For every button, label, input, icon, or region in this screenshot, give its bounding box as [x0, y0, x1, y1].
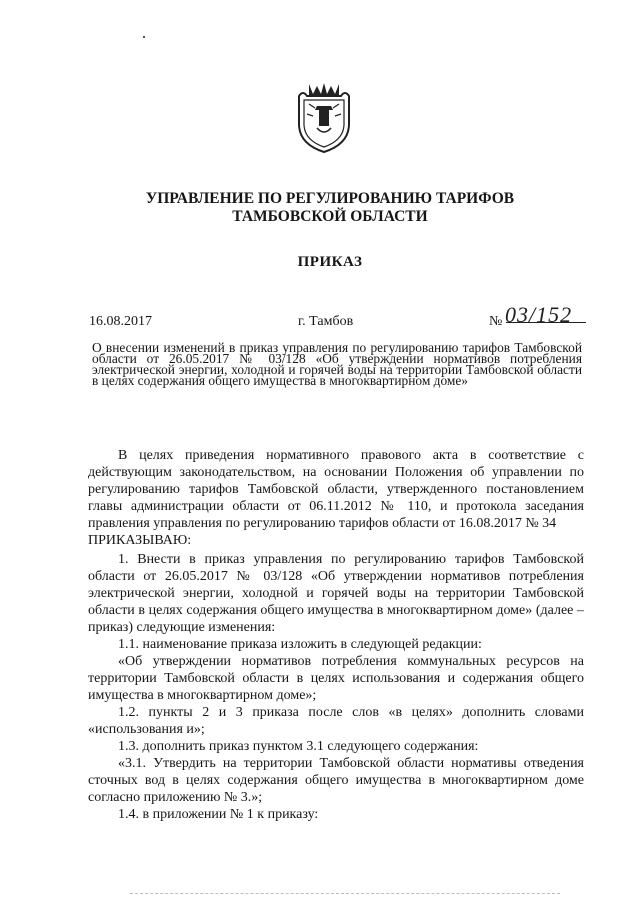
document-body [88, 447, 584, 823]
page-bottom-edge [130, 893, 560, 894]
item-1-2: 1.2. пункты 2 и 3 приказа после слов «в целях» дополнить словами «использования и»; [88, 705, 584, 737]
document-subject: О внесении изменений в приказ управления по регулированию тарифов Тамбовской области от 26.05.2017 № 03/128 «Об утверждении нормативов потребления электрической энергии, холодной и горячей воды на территории Тамбовской области в целях содержания общего имущества в многоквартирном доме» [92, 340, 582, 388]
preamble: В целях приведения нормативного правового акта в соответствие с действующим законодательством, на основании Положения об управлении по регулированию тарифов Тамбовской области, утвержденного постановлением главы администрации области от 06.11.2012 № 110, и протокола заседания правления управления по регулированию тарифов области от 16.08.2017 № 34 [88, 448, 584, 531]
number-underline [506, 322, 586, 323]
document-type: ПРИКАЗ [297, 254, 363, 270]
item-1-1: 1.1. наименование приказа изложить в следующей редакции: [118, 637, 482, 652]
agency-line-2: ТАМБОВСКОЙ ОБЛАСТИ [232, 208, 428, 225]
document-city: г. Тамбов [298, 314, 354, 329]
document-date: 16.08.2017 [89, 314, 152, 329]
coat-of-arms-icon [295, 80, 353, 154]
item-1-4: 1.4. в приложении № 1 к приказу: [118, 807, 319, 822]
quote-2: «3.1. Утвердить на территории Тамбовской области нормативы отведения сточных вод в целях содержания общего имущества в многоквартирном доме согласно приложению № 3.»; [88, 756, 584, 805]
handwritten-number: 03/152 [505, 302, 573, 327]
item-1-3: 1.3. дополнить приказ пунктом 3.1 следующего содержания: [118, 739, 479, 754]
number-label: № [489, 314, 503, 329]
scan-speck [143, 36, 145, 38]
agency-name [90, 190, 570, 226]
order-word: ПРИКАЗЫВАЮ: [88, 533, 192, 548]
agency-line-1: УПРАВЛЕНИЕ ПО РЕГУЛИРОВАНИЮ ТАРИФОВ [145, 190, 515, 207]
quote-1: «Об утверждении нормативов потребления коммунальных ресурсов на территории Тамбовской области в целях использования и содержания общего имущества в многоквартирном доме»; [88, 654, 584, 703]
item-1: 1. Внести в приказ управления по регулированию тарифов Тамбовской области от 26.05.2017 № 03/128 «Об утверждении нормативов потребления электрической энергии, холодной и горячей воды на территории Тамбовской области в целях содержания общего имущества в многоквартирном доме» (далее – приказ) следующие изменения: [88, 552, 584, 635]
